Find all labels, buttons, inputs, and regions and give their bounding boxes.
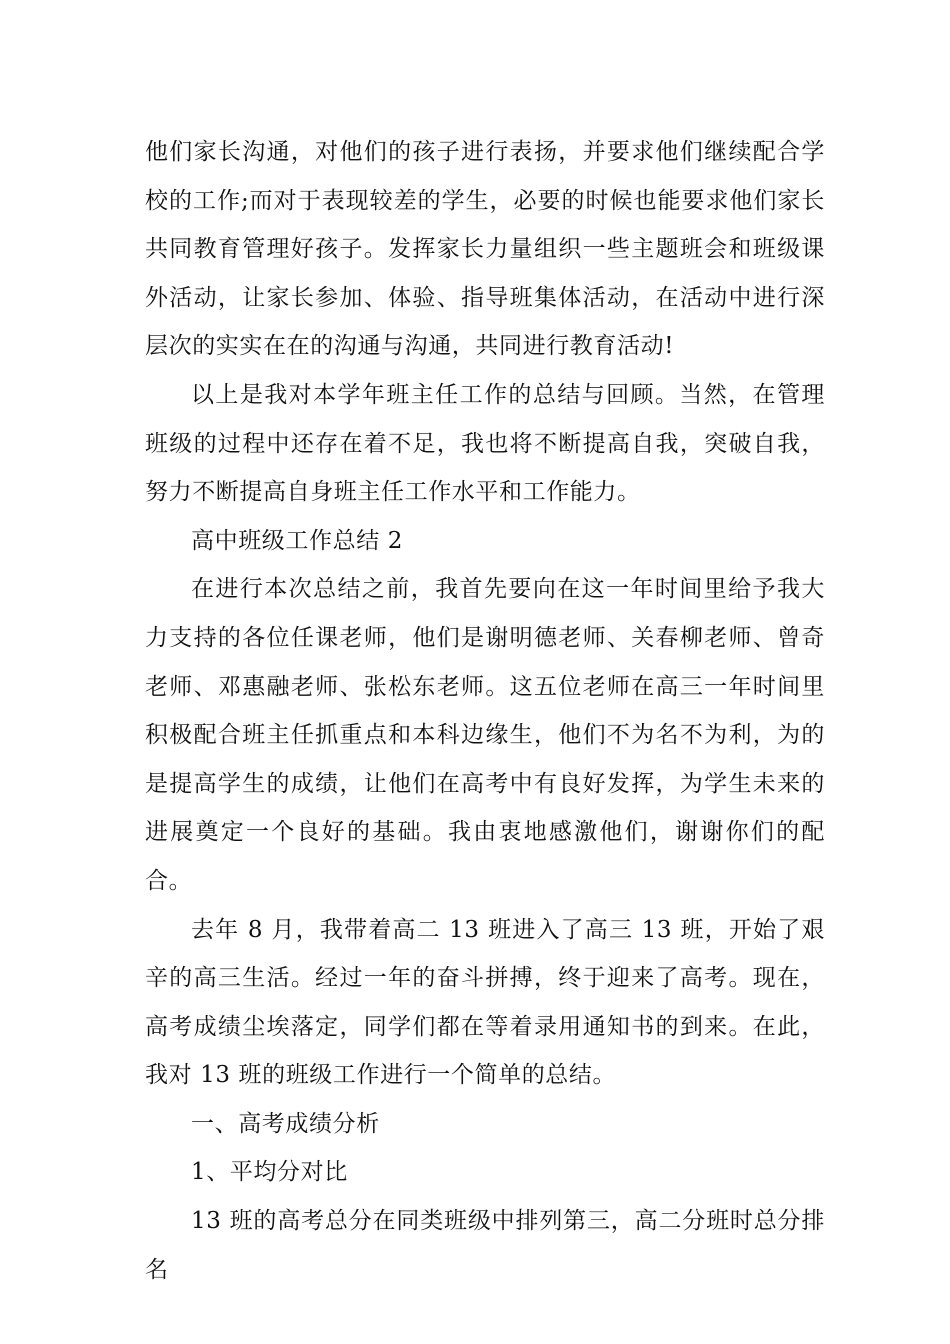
paragraph-parent-communication: 他们家长沟通，对他们的孩子进行表扬，并要求他们继续配合学校的工作;而对于表现较差的学生，必要的时候也能要求他们家长共同教育管理好孩子。发挥家长力量组织一些主题班会和班级课外活动，让家长参加、体验、指导班集体活动，在活动中进行深层次的实实在在的沟通与沟通，共同进行教育活动! — [145, 139, 825, 360]
section-heading-summary-2: 高中班级工作总结 2 — [191, 527, 403, 554]
paragraph-thanks-teachers: 在进行本次总结之前，我首先要向在这一年时间里给予我大力支持的各位任课老师，他们是谢明德老师、关春柳老师、曾奇老师、邓惠融老师、张松东老师。这五位老师在高三一年时间里积极配合班主任抓重点和本科边缘生，他们不为名不为利，为的是提高学生的成绩，让他们在高考中有良好发挥，为学生未来的进展奠定一个良好的基础。我由衷地感激他们，谢谢你们的配合。 — [145, 576, 825, 894]
heading-exam-analysis: 一、高考成绩分析 — [191, 1110, 380, 1137]
paragraph-summary-review: 以上是我对本学年班主任工作的总结与回顾。当然，在管理班级的过程中还存在着不足，我也将不断提高自我，突破自我，努力不断提高自身班主任工作水平和工作能力。 — [145, 381, 825, 506]
heading-average-comparison: 1、平均分对比 — [191, 1159, 348, 1186]
document-body — [145, 128, 825, 1294]
paragraph-score-ranking: 13 班的高考总分在同类班级中排列第三，高二分班时总分排名 — [145, 1208, 825, 1283]
paragraph-class-journey: 去年 8 月，我带着高二 13 班进入了高三 13 班，开始了艰辛的高三生活。经过一年的奋斗拼搏，终于迎来了高考。现在，高考成绩尘埃落定，同学们都在等着录用通知书的到来。在此，我对 13 班的班级工作进行一个简单的总结。 — [145, 916, 825, 1089]
